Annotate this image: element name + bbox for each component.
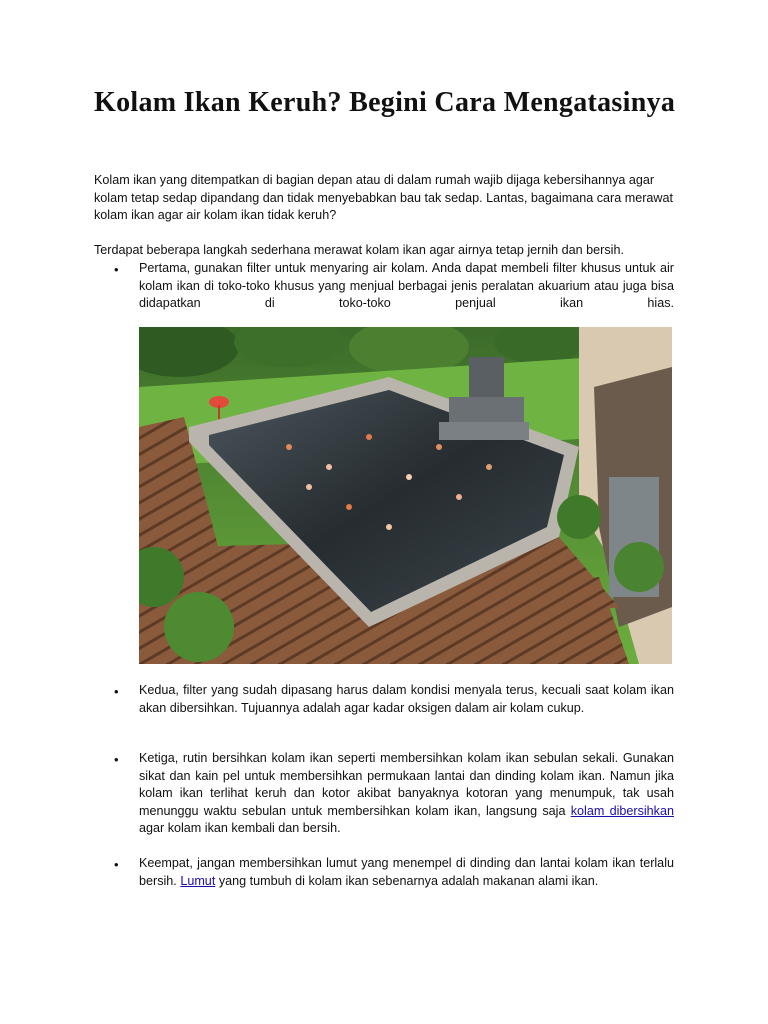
lumut-link[interactable]: Lumut	[180, 873, 216, 888]
bullet-2: •	[114, 684, 119, 699]
step-second: Kedua, filter yang sudah dipasang harus dalam kondisi menyala terus, kecuali saat kolam ikan akan dibersihkan. Tujuannya adalah agar kadar oksigen dalam air kolam cukup.	[139, 683, 674, 715]
step-fourth	[139, 855, 674, 890]
step-third	[139, 750, 674, 838]
intro-paragraph: Kolam ikan yang ditempatkan di bagian depan atau di dalam rumah wajib dijaga kebersihannya agar kolam tetap sedap dipandang dan tidak menyebabkan bau tak sedap. Lantas, bagaimana cara merawat kolam ikan agar air kolam ikan tidak keruh?	[94, 173, 674, 223]
koi-pond-image	[139, 327, 672, 664]
lead-paragraph: Terdapat beberapa langkah sederhana merawat kolam ikan agar airnya tetap jernih dan bersih.	[94, 243, 624, 257]
step-fourth-text-end: yang tumbuh di kolam ikan sebenarnya adalah makanan alami ikan.	[215, 873, 599, 888]
bullet-4: •	[114, 857, 119, 872]
step-third-text: Ketiga, rutin bersihkan kolam ikan seperti membersihkan kolam ikan sebulan sekali. Gunakan sikat dan kain pel untuk membersihkan permukaan lantai dan dinding kolam ikan. Namun jika kolam ikan terlihat keruh dan kotor akibat banyaknya kotoran yang menumpuk, tak usah menunggu waktu sebulan untuk membersihkan kolam ikan, langsung saja	[139, 751, 674, 818]
bullet-1: •	[114, 262, 119, 277]
step-fourth-text: Keempat, jangan membersihkan lumut yang menempel di dinding dan lantai kolam ikan terlalu bersih.	[139, 856, 674, 888]
kolam-dibersihkan-link[interactable]: kolam dibersihkan	[570, 803, 674, 818]
article-title: Kolam Ikan Keruh? Begini Cara Mengatasinya	[94, 87, 676, 118]
step-first: Pertama, gunakan filter untuk menyaring air kolam. Anda dapat membeli filter khusus untuk air kolam ikan di toko-toko khusus yang menjual berbagai jenis peralatan akuarium atau juga bisa didapatkan di toko-toko penjual ikan hias.	[139, 261, 674, 311]
bullet-3: •	[114, 752, 119, 767]
step-third-text-end: agar kolam ikan kembali dan bersih.	[139, 821, 341, 836]
